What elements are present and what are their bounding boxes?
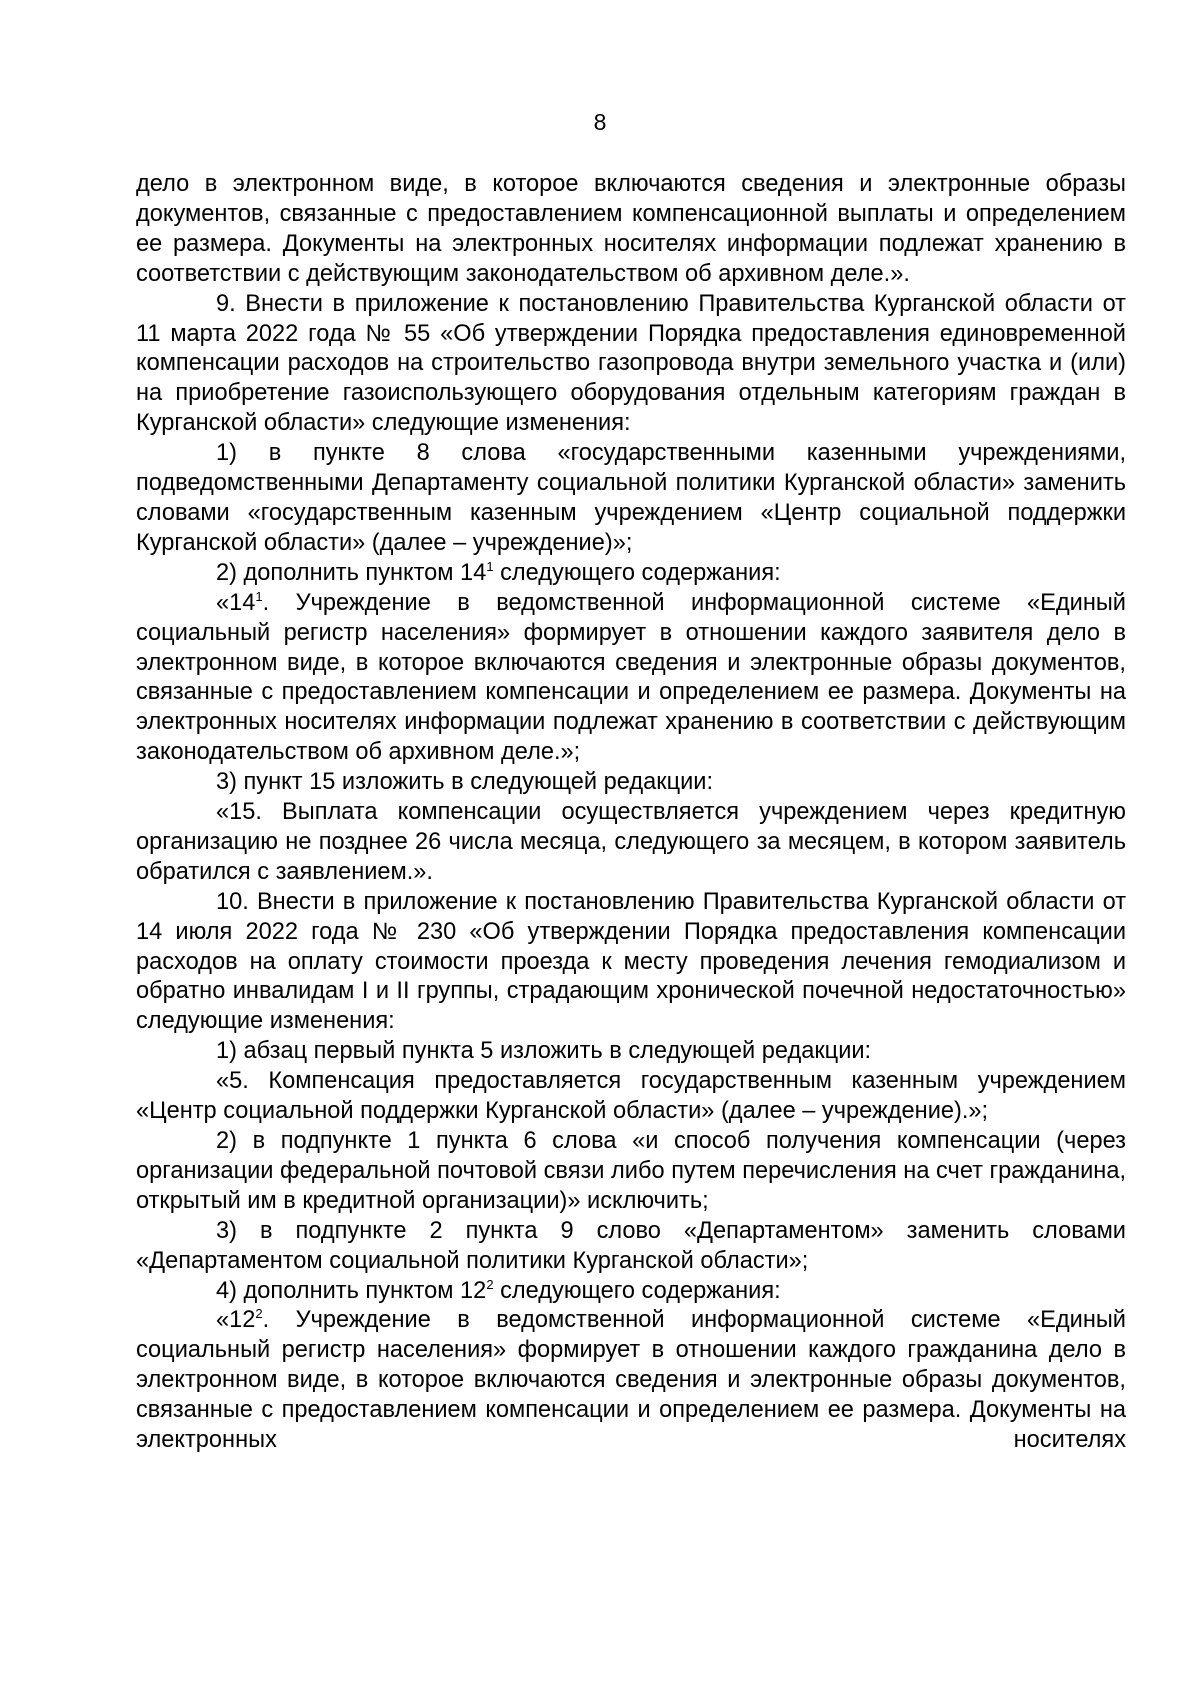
paragraph: 1) абзац первый пункта 5 изложить в следующей редакции: bbox=[216, 1038, 872, 1065]
paragraph-text: 4) дополнить пунктом 12 bbox=[216, 1277, 487, 1304]
paragraph-text: . Учреждение в ведомственной информационной системе «Единый социальный регистр населения» формирует в отношении каждого гражданина дело в электронном виде, в которое включаются сведения и электронные образы документов, связанные с предоставлением компенсации и определением ее размера. Документы на электронных носителях bbox=[136, 1307, 1126, 1454]
superscript-index: 1 bbox=[255, 588, 263, 604]
paragraph-text: «12 bbox=[216, 1307, 256, 1334]
paragraph-text: . Учреждение в ведомственной информационной системе «Единый социальный регистр населения» формирует в отношении каждого заявителя дело в электронном виде, в которое включаются сведения и электронные образы документов, связанные с предоставлением компенсации и определением ее размера. Документы на электронных носителях информации подлежат хранению в соответствии с действующим законодательством об архивном деле.»; bbox=[136, 589, 1126, 766]
paragraph: 3) в подпункте 2 пункта 9 слово «Департаментом» заменить словами «Департаментом социальной политики Курганской области»; bbox=[136, 1217, 1126, 1274]
superscript-index: 2 bbox=[486, 1276, 494, 1292]
page-number: 8 bbox=[593, 109, 607, 135]
paragraph bbox=[136, 1277, 1126, 1307]
paragraph-text: следующего содержания: bbox=[493, 1277, 781, 1304]
paragraph-text: 2) дополнить пунктом 14 bbox=[216, 559, 487, 586]
paragraph: 10. Внести в приложение к постановлению Правительства Курганской области от 14 июля 2022 года № 230 «Об утверждении Порядка предоставления компенсации расходов на оплату стоимости проезда к месту проведения лечения гемодиализом и обратно инвалидам I и II группы, страдающим хронической почечной недостаточностью» следующие изменения: bbox=[136, 888, 1126, 1035]
paragraph: 2) в подпункте 1 пункта 6 слова «и способ получения компенсации (через организации федеральной почтовой связи либо путем перечисления на счет гражданина, открытый им в кредитной организации)» исключить; bbox=[136, 1128, 1126, 1214]
paragraph: 3) пункт 15 изложить в следующей редакции: bbox=[216, 769, 714, 796]
paragraph-text: «14 bbox=[216, 589, 256, 616]
paragraph-text: следующего содержания: bbox=[493, 559, 781, 586]
superscript-index: 2 bbox=[255, 1306, 263, 1322]
paragraph bbox=[136, 589, 1126, 768]
paragraph: «5. Компенсация предоставляется государственным казенным учреждением «Центр социальной поддержки Курганской области» (далее – учреждение).»; bbox=[136, 1068, 1126, 1125]
document-body bbox=[136, 170, 1126, 1456]
paragraph: 1) в пункте 8 слова «государственными казенными учреждениями, подведомственными Департаменту социальной политики Курганской области» заменить словами «государственным казенным учреждением «Центр социальной поддержки Курганской области» (далее – учреждение)»; bbox=[136, 440, 1126, 556]
paragraph: «15. Выплата компенсации осуществляется учреждением через кредитную организацию не позднее 26 числа месяца, следующего за месяцем, в котором заявитель обратился с заявлением.». bbox=[136, 799, 1126, 885]
superscript-index: 1 bbox=[486, 558, 494, 574]
paragraph: дело в электронном виде, в которое включаются сведения и электронные образы документов, связанные с предоставлением компенсационной выплаты и определением ее размера. Документы на электронных носителях информации подлежат хранению в соответствии с действующим законодательством об архивном деле.». bbox=[136, 171, 1126, 287]
paragraph: 9. Внести в приложение к постановлению Правительства Курганской области от 11 марта 2022 года № 55 «Об утверждении Порядка предоставления единовременной компенсации расходов на строительство газопровода внутри земельного участка и (или) на приобретение газоиспользующего оборудования отдельным категориям граждан в Курганской области» следующие изменения: bbox=[136, 290, 1126, 437]
paragraph bbox=[136, 1306, 1126, 1456]
paragraph bbox=[136, 559, 1126, 589]
